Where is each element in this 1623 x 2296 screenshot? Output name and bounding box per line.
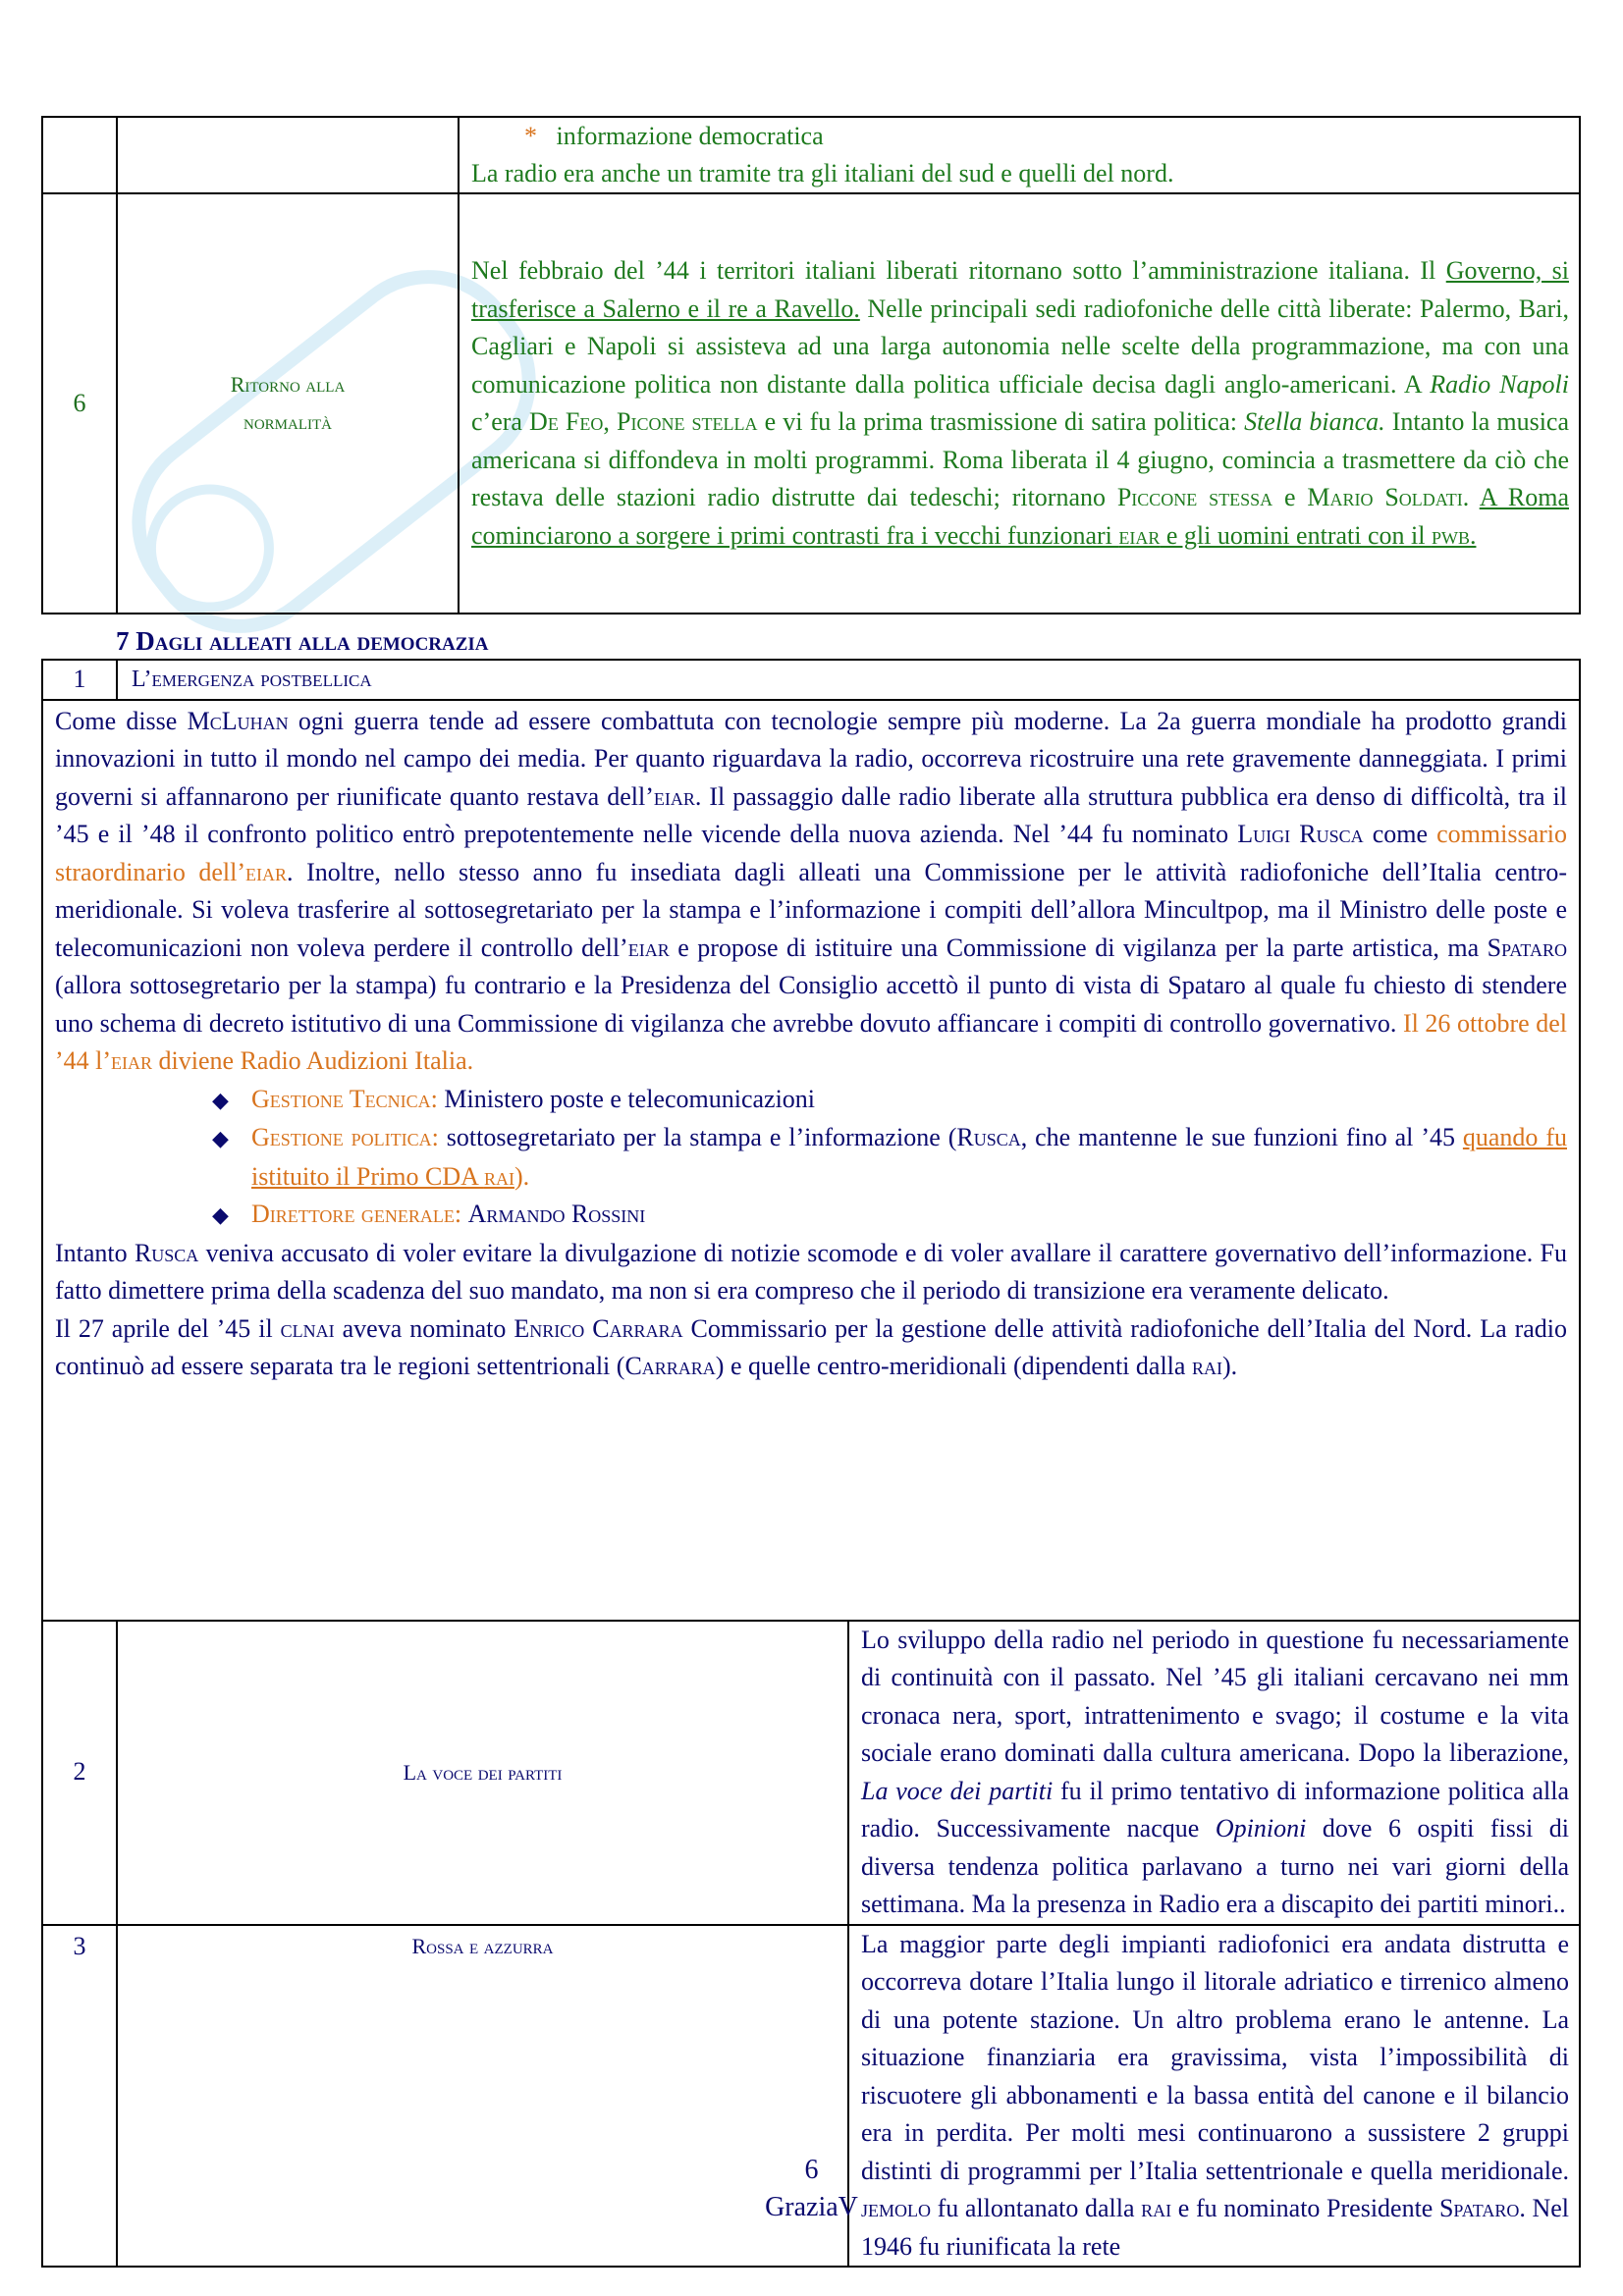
row-label: L’emergenza postbellica [117, 660, 1580, 700]
paragraph: Intanto Rusca veniva accusato di voler evitare la divulgazione di notizie scomode e di voler avallare il carattere governativo dell’informazione. Fu fatto dimettere prima della scadenza del suo mandato, ma non si era compreso che il periodo di transizione era veramente delicato. [55, 1238, 1567, 1305]
row-top-text: * informazione democratica La radio era anche un tramite tra gli italiani del sud e quelli del nord. [459, 117, 1580, 193]
page-number: 6 [804, 2155, 819, 2185]
row-text [42, 700, 1580, 1621]
footer-author: GraziaV [765, 2192, 858, 2222]
row-text: La maggior parte degli impianti radiofonici era andata distrutta e occorreva dotare l’Italia lungo il litorale adriatico e tirrenico almeno di una potente stazione. Un altro problema erano le antenne. La situazione finanziaria era gravissima, vista l’impossibilità di riscuotere gli abbonamenti e la bassa entità del canone e il bilancio era in perdita. Per molti mesi continuarono a sussistere 2 gruppi distinti di programmi per l’Italia settentrionale e quella meridionale. jemolo fu allontanato dalla rai e fu nominato Presidente Spataro. Nel 1946 fu riunificata la rete [848, 1925, 1580, 2268]
diamond-bullet-icon: ◆ [212, 1087, 229, 1112]
row-label: Rossa e azzurra [117, 1925, 848, 2268]
section7-table [41, 659, 1581, 2268]
row-text: Nel febbraio del ’44 i territori italiani liberati ritornano sotto l’amministrazione italiana. Il Governo, si trasferisce a Salerno e il re a Ravello. Nelle principali sedi radiofoniche delle città liberate: Palermo, Bari, Cagliari e Napoli si assisteva ad una larga autonomia nelle scelte della programmazione, ma con una comunicazione politica non distante dalla politica ufficiale decisa dagli anglo-americani. A Radio Napoli c’era De Feo, Picone stella e vi fu la prima trasmissione di satira politica: Stella bianca. Intanto la musica americana si diffondeva in molti programmi. Roma liberata il 4 giugno, comincia a trasmettere da ciò che restava delle stazioni radio distrutte dai tedeschi; ritornano Piccone stessa e Mario Soldati. A Roma cominciarono a sorgere i primi contrasti fra i vecchi funzionari eiar e gli uomini entrati con il pwb. [459, 193, 1580, 614]
row-text: Lo sviluppo della radio nel periodo in questione fu necessariamente di continuità con il passato. Nel ’45 gli italiani cercavano nei mm cronaca nera, sport, intrattenimento e svago; il costume e la vita sociale erano dominati dalla cultura americana. Dopo la liberazione, La voce dei partiti fu il primo tentativo di informazione politica alla radio. Successivamente nacque Opinioni dove 6 ospiti fissi di diversa tendenza politica parlavano a turno nei vari giorni della settimana. Ma la presenza in Radio era a discapito dei partiti minori.. [848, 1621, 1580, 1925]
table-row [42, 700, 1580, 1621]
paragraph: Come disse McLuhan ogni guerra tende ad essere combattuta con tecnologie sempre più moderne. La 2a guerra mondiale ha prodotto grandi innovazioni in tutto il mondo nel campo dei media. Per quanto riguardava la radio, occorreva ricostruire una rete gravemente danneggiata. I primi governi si affannarono per riunificate quanto restava dell’eiar. Il passaggio dalle radio liberate alla struttura pubblica era denso di difficoltà, tra il ’45 e il ’48 il confronto politico entrò prepotentemente nelle vicende della nuova azienda. Nel ’44 fu nominato Luigi Rusca come commissario straordinario dell’eiar. Inoltre, nello stesso anno fu insediata dagli alleati una Commissione per le attività radiofoniche dell’Italia centro-meridionale. Si voleva trasferire al sottosegretariato per la stampa e l’informazione i compiti dell’allora Mincultpop, ma il Ministro delle poste e telecomunicazioni non voleva perdere il controllo dell’eiar e propose di istituire una Commissione di vigilanza per la parte artistica, ma Spataro (allora sottosegretario per la stampa) fu contrario e la Presidenza del Consiglio accettò il punto di vista di Spataro al quale fu chiesto di stendere uno schema di decreto istitutivo di una Commissione di vigilanza che avrebbe dovuto affiancare i compiti di controllo governativo. Il 26 ottobre del ’44 l’eiar diviene Radio Audizioni Italia. [55, 706, 1567, 1075]
row-number: 2 [42, 1621, 117, 1925]
table-row [42, 117, 1580, 193]
paragraph: Il 27 aprile del ’45 il clnai aveva nominato Enrico Carrara Commissario per la gestione delle attività radiofoniche dell’Italia del Nord. La radio continuò ad essere separata tra le regioni settentrionali (Carrara) e quelle centro-meridionali (dipendenti dalla rai). [55, 1313, 1568, 1380]
diamond-bullet-icon: ◆ [212, 1202, 229, 1227]
table-row [42, 193, 1580, 614]
section-heading: 7 Dagli alleati alla democrazia [116, 626, 489, 656]
row-label: Ritorno alla normalità [117, 193, 459, 614]
row-number: 3 [42, 1925, 117, 2268]
row-number: 6 [42, 193, 117, 614]
table-row [42, 660, 1580, 700]
section6-table [41, 116, 1581, 614]
diamond-bullet-icon: ◆ [212, 1126, 229, 1150]
list-item: ◆ Direttore generale: Armando Rossini [55, 1196, 1567, 1235]
row-label: La voce dei partiti [117, 1621, 848, 1925]
table-row [42, 1621, 1580, 1925]
list-item: ◆ Gestione politica: sottosegretariato per la stampa e l’informazione (Rusca, che mantenne le sue funzioni fino al ’45 quando fu istituito il Primo CDA rai). [55, 1119, 1567, 1196]
list-item: ◆ Gestione Tecnica: Ministero poste e telecomunicazioni [55, 1081, 1567, 1120]
row-number: 1 [42, 660, 117, 700]
